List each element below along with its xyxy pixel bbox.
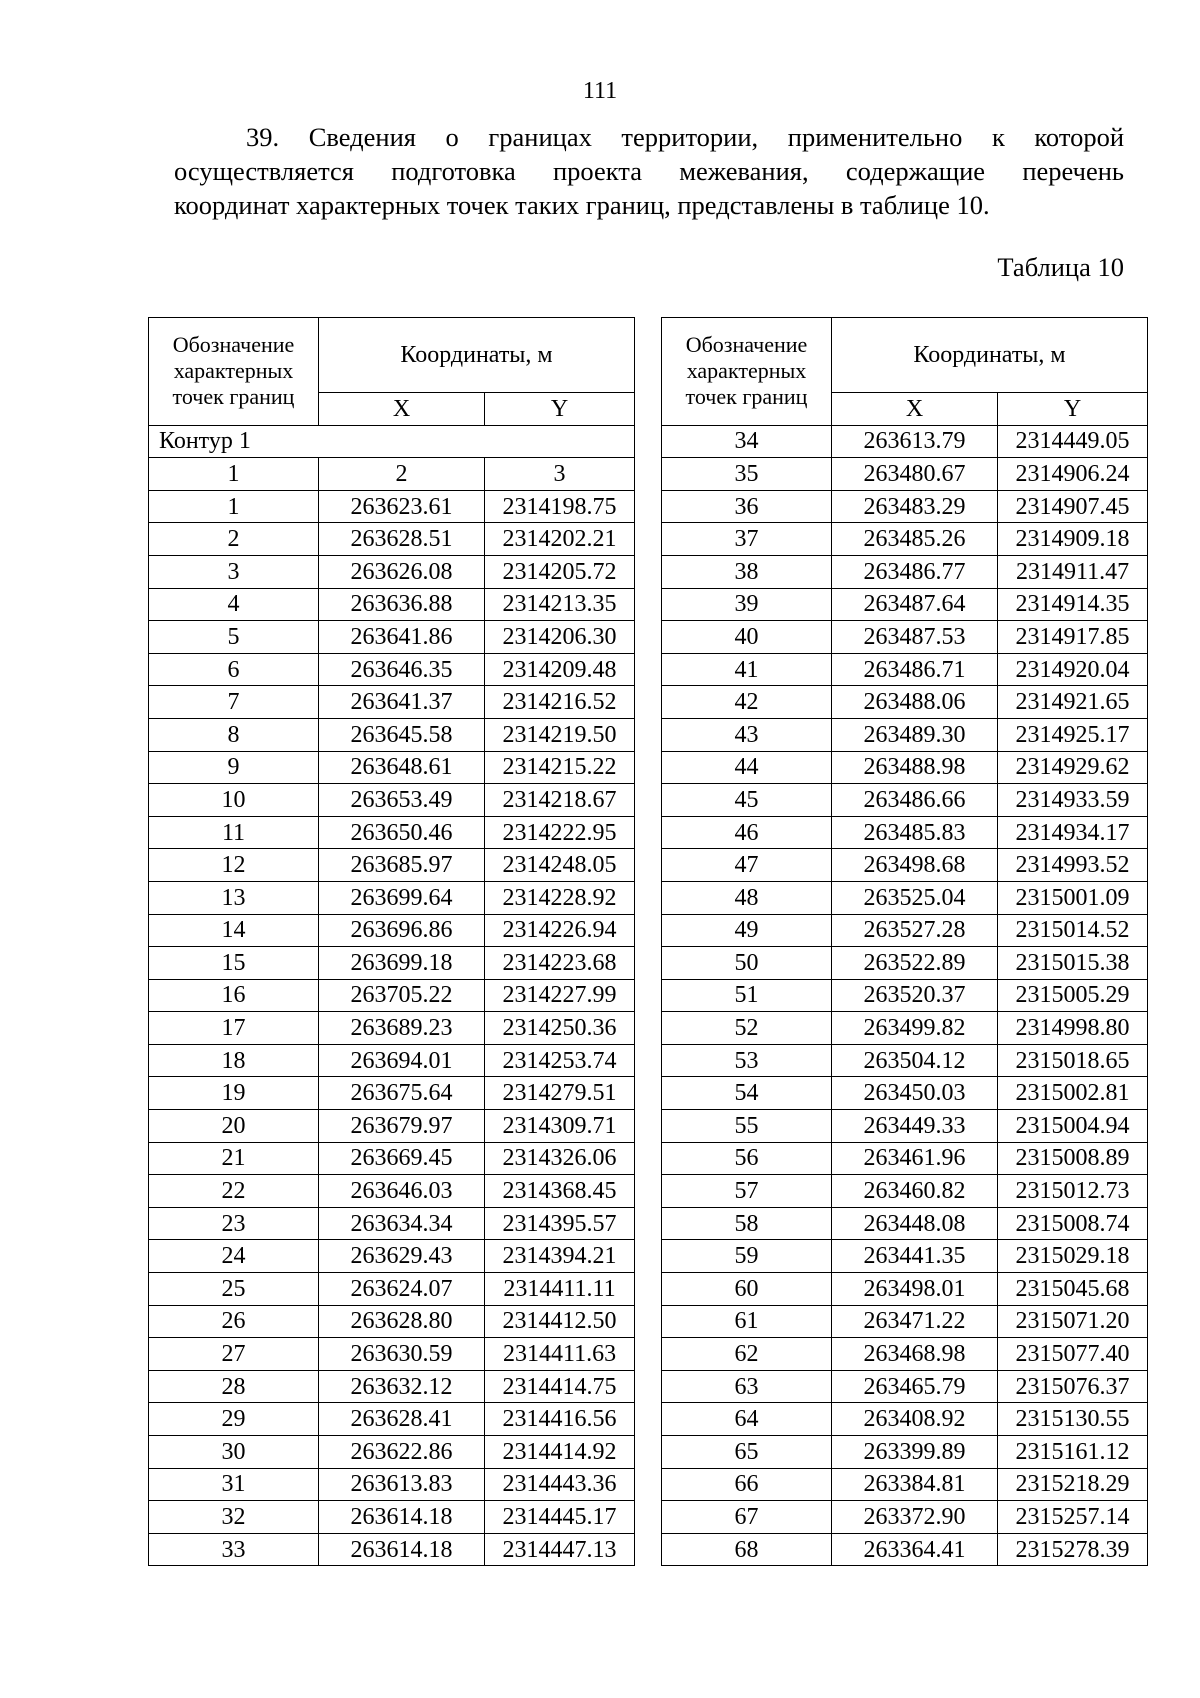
point-number-cell: 20 xyxy=(149,1110,319,1143)
x-coordinate-cell: 263685.97 xyxy=(319,849,485,882)
x-coordinate-cell: 263460.82 xyxy=(832,1175,998,1208)
x-coordinate-cell: 263694.01 xyxy=(319,1044,485,1077)
table-row xyxy=(149,751,635,784)
x-column-header: X xyxy=(832,393,998,426)
point-number-cell: 10 xyxy=(149,784,319,817)
point-number-cell: 42 xyxy=(662,686,832,719)
point-number-cell: 40 xyxy=(662,621,832,654)
x-coordinate-cell: 263449.33 xyxy=(832,1110,998,1143)
x-coordinate-cell: 263364.41 xyxy=(832,1533,998,1566)
point-number-cell: 41 xyxy=(662,653,832,686)
y-coordinate-cell: 2315257.14 xyxy=(998,1501,1148,1534)
x-coordinate-cell: 263504.12 xyxy=(832,1044,998,1077)
point-number-cell: 4 xyxy=(149,588,319,621)
x-coordinate-cell: 263372.90 xyxy=(832,1501,998,1534)
point-number-cell: 67 xyxy=(662,1501,832,1534)
y-coordinate-cell: 2315014.52 xyxy=(998,914,1148,947)
x-coordinate-cell: 263696.86 xyxy=(319,914,485,947)
point-number-cell: 65 xyxy=(662,1436,832,1469)
table-row xyxy=(662,784,1148,817)
y-coordinate-cell: 2314326.06 xyxy=(485,1142,635,1175)
point-number-cell: 28 xyxy=(149,1370,319,1403)
x-coordinate-cell: 263626.08 xyxy=(319,555,485,588)
x-coordinate-cell: 263624.07 xyxy=(319,1273,485,1306)
y-coordinate-cell: 2314394.21 xyxy=(485,1240,635,1273)
y-coordinate-cell: 2314993.52 xyxy=(998,849,1148,882)
point-number-cell: 34 xyxy=(662,425,832,458)
coordinates-header: Координаты, м xyxy=(319,318,635,393)
y-coordinate-cell: 2315278.39 xyxy=(998,1533,1148,1566)
x-coordinate-cell: 263450.03 xyxy=(832,1077,998,1110)
y-coordinate-cell: 2315008.74 xyxy=(998,1207,1148,1240)
x-coordinate-cell: 263486.77 xyxy=(832,555,998,588)
x-coordinate-cell: 263641.86 xyxy=(319,621,485,654)
y-coordinate-cell: 2314920.04 xyxy=(998,653,1148,686)
contour-row xyxy=(149,425,635,458)
x-coordinate-cell: 263689.23 xyxy=(319,1012,485,1045)
paragraph-line: 39. Сведения о границах территории, применительно к которой xyxy=(246,122,1124,152)
table-row xyxy=(149,1110,635,1143)
y-coordinate-cell: 2314205.72 xyxy=(485,555,635,588)
table-row xyxy=(662,588,1148,621)
table-row xyxy=(662,653,1148,686)
coordinates-header: Координаты, м xyxy=(832,318,1148,393)
x-coordinate-cell: 263486.66 xyxy=(832,784,998,817)
point-number-cell: 46 xyxy=(662,816,832,849)
point-number-cell: 18 xyxy=(149,1044,319,1077)
x-coordinate-cell: 263705.22 xyxy=(319,979,485,1012)
y-coordinate-cell: 2314909.18 xyxy=(998,523,1148,556)
y-coordinate-cell: 2314309.71 xyxy=(485,1110,635,1143)
y-coordinate-cell: 2314209.48 xyxy=(485,653,635,686)
table-row xyxy=(149,1240,635,1273)
y-coordinate-cell: 2315161.12 xyxy=(998,1436,1148,1469)
point-number-cell: 60 xyxy=(662,1273,832,1306)
point-number-cell: 55 xyxy=(662,1110,832,1143)
y-coordinate-cell: 2314213.35 xyxy=(485,588,635,621)
table-row xyxy=(662,425,1148,458)
point-number-cell: 44 xyxy=(662,751,832,784)
contour-label: Контур 1 xyxy=(149,425,635,458)
table-row xyxy=(149,784,635,817)
y-coordinate-cell: 2314998.80 xyxy=(998,1012,1148,1045)
x-coordinate-cell: 263679.97 xyxy=(319,1110,485,1143)
x-coordinate-cell: 263488.98 xyxy=(832,751,998,784)
y-coordinate-cell: 2314223.68 xyxy=(485,947,635,980)
x-coordinate-cell: 263527.28 xyxy=(832,914,998,947)
y-coordinate-cell: 2314368.45 xyxy=(485,1175,635,1208)
x-coordinate-cell: 263632.12 xyxy=(319,1370,485,1403)
table-row xyxy=(662,1175,1148,1208)
point-number-cell: 52 xyxy=(662,1012,832,1045)
table-row xyxy=(662,1468,1148,1501)
y-coordinate-cell: 2314253.74 xyxy=(485,1044,635,1077)
table-row xyxy=(662,1273,1148,1306)
x-coordinate-cell: 263485.26 xyxy=(832,523,998,556)
y-coordinate-cell: 2314906.24 xyxy=(998,458,1148,491)
table-row xyxy=(149,490,635,523)
x-coordinate-cell: 263699.64 xyxy=(319,881,485,914)
point-number-cell: 43 xyxy=(662,718,832,751)
x-coordinate-cell: 263629.43 xyxy=(319,1240,485,1273)
x-coordinate-cell: 263646.35 xyxy=(319,653,485,686)
point-number-cell: 50 xyxy=(662,947,832,980)
x-coordinate-cell: 263384.81 xyxy=(832,1468,998,1501)
table-row xyxy=(662,1044,1148,1077)
table-row xyxy=(662,1305,1148,1338)
table-row xyxy=(662,555,1148,588)
x-coordinate-cell: 263636.88 xyxy=(319,588,485,621)
y-coordinate-cell: 2314219.50 xyxy=(485,718,635,751)
table-row xyxy=(662,490,1148,523)
y-coordinate-cell: 2314216.52 xyxy=(485,686,635,719)
table-row xyxy=(149,621,635,654)
table-row xyxy=(149,1207,635,1240)
point-number-cell: 21 xyxy=(149,1142,319,1175)
x-coordinate-cell: 263499.82 xyxy=(832,1012,998,1045)
coordinates-table-left xyxy=(148,317,635,1566)
point-number-cell: 13 xyxy=(149,881,319,914)
paragraph-line: осуществляется подготовка проекта межевания, содержащие перечень xyxy=(174,156,1124,186)
y-coordinate-cell: 2314218.67 xyxy=(485,784,635,817)
y-coordinate-cell: 2315218.29 xyxy=(998,1468,1148,1501)
table-row xyxy=(662,1338,1148,1371)
y-coordinate-cell: 2314416.56 xyxy=(485,1403,635,1436)
table-row xyxy=(149,686,635,719)
table-row xyxy=(149,881,635,914)
y-column-header: Y xyxy=(485,393,635,426)
table-row xyxy=(662,881,1148,914)
y-coordinate-cell: 2314934.17 xyxy=(998,816,1148,849)
column-number: 3 xyxy=(485,458,635,491)
x-coordinate-cell: 263498.68 xyxy=(832,849,998,882)
table-row xyxy=(662,1077,1148,1110)
y-coordinate-cell: 2315002.81 xyxy=(998,1077,1148,1110)
x-coordinate-cell: 263650.46 xyxy=(319,816,485,849)
table-row xyxy=(662,1240,1148,1273)
table-row xyxy=(662,947,1148,980)
table-row xyxy=(149,849,635,882)
point-number-cell: 51 xyxy=(662,979,832,1012)
table-row xyxy=(662,1207,1148,1240)
y-coordinate-cell: 2314921.65 xyxy=(998,686,1148,719)
x-coordinate-cell: 263448.08 xyxy=(832,1207,998,1240)
table-row xyxy=(662,1436,1148,1469)
x-coordinate-cell: 263623.61 xyxy=(319,490,485,523)
table-row xyxy=(149,947,635,980)
point-number-cell: 1 xyxy=(149,490,319,523)
point-number-cell: 29 xyxy=(149,1403,319,1436)
table-row xyxy=(662,718,1148,751)
point-number-cell: 8 xyxy=(149,718,319,751)
table-row xyxy=(662,816,1148,849)
table-row xyxy=(149,1175,635,1208)
y-coordinate-cell: 2315077.40 xyxy=(998,1338,1148,1371)
point-number-cell: 53 xyxy=(662,1044,832,1077)
x-coordinate-cell: 263653.49 xyxy=(319,784,485,817)
y-coordinate-cell: 2314228.92 xyxy=(485,881,635,914)
x-coordinate-cell: 263525.04 xyxy=(832,881,998,914)
x-coordinate-cell: 263634.34 xyxy=(319,1207,485,1240)
y-coordinate-cell: 2315071.20 xyxy=(998,1305,1148,1338)
point-number-cell: 49 xyxy=(662,914,832,947)
y-coordinate-cell: 2315045.68 xyxy=(998,1273,1148,1306)
x-coordinate-cell: 263498.01 xyxy=(832,1273,998,1306)
table-row xyxy=(149,718,635,751)
x-coordinate-cell: 263699.18 xyxy=(319,947,485,980)
x-coordinate-cell: 263675.64 xyxy=(319,1077,485,1110)
y-coordinate-cell: 2314222.95 xyxy=(485,816,635,849)
table-row xyxy=(149,1305,635,1338)
point-number-cell: 26 xyxy=(149,1305,319,1338)
y-coordinate-cell: 2314206.30 xyxy=(485,621,635,654)
column-number: 2 xyxy=(319,458,485,491)
point-number-cell: 48 xyxy=(662,881,832,914)
y-coordinate-cell: 2315130.55 xyxy=(998,1403,1148,1436)
y-coordinate-cell: 2314411.63 xyxy=(485,1338,635,1371)
table-row xyxy=(149,1142,635,1175)
table-row xyxy=(149,653,635,686)
point-number-cell: 31 xyxy=(149,1468,319,1501)
y-coordinate-cell: 2314443.36 xyxy=(485,1468,635,1501)
x-coordinate-cell: 263486.71 xyxy=(832,653,998,686)
column-number: 1 xyxy=(149,458,319,491)
table-row xyxy=(149,1501,635,1534)
y-coordinate-cell: 2314929.62 xyxy=(998,751,1148,784)
y-coordinate-cell: 2314411.11 xyxy=(485,1273,635,1306)
y-coordinate-cell: 2314412.50 xyxy=(485,1305,635,1338)
y-coordinate-cell: 2314447.13 xyxy=(485,1533,635,1566)
point-number-cell: 58 xyxy=(662,1207,832,1240)
paragraph-line: координат характерных точек таких границ, представлены в таблице 10. xyxy=(174,190,990,220)
x-coordinate-cell: 263628.51 xyxy=(319,523,485,556)
x-coordinate-cell: 263613.83 xyxy=(319,1468,485,1501)
point-number-cell: 14 xyxy=(149,914,319,947)
intro-paragraph xyxy=(174,120,1124,222)
y-coordinate-cell: 2314215.22 xyxy=(485,751,635,784)
point-number-cell: 17 xyxy=(149,1012,319,1045)
table-row xyxy=(662,686,1148,719)
x-coordinate-cell: 263461.96 xyxy=(832,1142,998,1175)
point-number-cell: 33 xyxy=(149,1533,319,1566)
x-coordinate-cell: 263520.37 xyxy=(832,979,998,1012)
x-coordinate-cell: 263522.89 xyxy=(832,947,998,980)
point-number-cell: 36 xyxy=(662,490,832,523)
y-coordinate-cell: 2314227.99 xyxy=(485,979,635,1012)
x-coordinate-cell: 263628.41 xyxy=(319,1403,485,1436)
point-number-cell: 45 xyxy=(662,784,832,817)
x-coordinate-cell: 263646.03 xyxy=(319,1175,485,1208)
point-number-cell: 39 xyxy=(662,588,832,621)
point-number-cell: 68 xyxy=(662,1533,832,1566)
y-coordinate-cell: 2314907.45 xyxy=(998,490,1148,523)
y-coordinate-cell: 2314449.05 xyxy=(998,425,1148,458)
point-number-cell: 30 xyxy=(149,1436,319,1469)
point-number-cell: 11 xyxy=(149,816,319,849)
table-row xyxy=(149,588,635,621)
x-coordinate-cell: 263480.67 xyxy=(832,458,998,491)
y-coordinate-cell: 2314279.51 xyxy=(485,1077,635,1110)
y-coordinate-cell: 2314911.47 xyxy=(998,555,1148,588)
table-caption: Таблица 10 xyxy=(997,252,1124,282)
y-coordinate-cell: 2315001.09 xyxy=(998,881,1148,914)
table-row xyxy=(149,914,635,947)
point-number-cell: 25 xyxy=(149,1273,319,1306)
x-coordinate-cell: 263483.29 xyxy=(832,490,998,523)
table-row xyxy=(662,458,1148,491)
y-column-header: Y xyxy=(998,393,1148,426)
table-row xyxy=(149,1370,635,1403)
point-number-cell: 22 xyxy=(149,1175,319,1208)
column-number-row xyxy=(149,458,635,491)
x-coordinate-cell: 263489.30 xyxy=(832,718,998,751)
point-number-cell: 63 xyxy=(662,1370,832,1403)
y-coordinate-cell: 2315029.18 xyxy=(998,1240,1148,1273)
point-number-cell: 16 xyxy=(149,979,319,1012)
x-coordinate-cell: 263614.18 xyxy=(319,1501,485,1534)
x-coordinate-cell: 263614.18 xyxy=(319,1533,485,1566)
table-row xyxy=(662,914,1148,947)
table-row xyxy=(662,979,1148,1012)
point-number-cell: 19 xyxy=(149,1077,319,1110)
x-coordinate-cell: 263622.86 xyxy=(319,1436,485,1469)
x-coordinate-cell: 263471.22 xyxy=(832,1305,998,1338)
y-coordinate-cell: 2314917.85 xyxy=(998,621,1148,654)
point-number-cell: 15 xyxy=(149,947,319,980)
point-number-cell: 27 xyxy=(149,1338,319,1371)
page-number: 111 xyxy=(582,78,618,104)
table-row xyxy=(149,1273,635,1306)
y-coordinate-cell: 2314202.21 xyxy=(485,523,635,556)
table-row xyxy=(149,816,635,849)
table-row xyxy=(662,1403,1148,1436)
x-coordinate-cell: 263487.64 xyxy=(832,588,998,621)
table-row xyxy=(662,1370,1148,1403)
y-coordinate-cell: 2315015.38 xyxy=(998,947,1148,980)
x-coordinate-cell: 263630.59 xyxy=(319,1338,485,1371)
y-coordinate-cell: 2314198.75 xyxy=(485,490,635,523)
point-number-cell: 12 xyxy=(149,849,319,882)
table-row xyxy=(149,979,635,1012)
x-coordinate-cell: 263465.79 xyxy=(832,1370,998,1403)
point-number-cell: 57 xyxy=(662,1175,832,1208)
table-row xyxy=(662,1533,1148,1566)
table-row xyxy=(662,1012,1148,1045)
x-column-header: X xyxy=(319,393,485,426)
y-coordinate-cell: 2314250.36 xyxy=(485,1012,635,1045)
table-row xyxy=(149,1077,635,1110)
table-row xyxy=(662,849,1148,882)
table-row xyxy=(149,1338,635,1371)
y-coordinate-cell: 2314414.92 xyxy=(485,1436,635,1469)
x-coordinate-cell: 263648.61 xyxy=(319,751,485,784)
point-number-cell: 24 xyxy=(149,1240,319,1273)
y-coordinate-cell: 2315012.73 xyxy=(998,1175,1148,1208)
point-number-cell: 35 xyxy=(662,458,832,491)
x-coordinate-cell: 263485.83 xyxy=(832,816,998,849)
y-coordinate-cell: 2315076.37 xyxy=(998,1370,1148,1403)
point-number-cell: 47 xyxy=(662,849,832,882)
point-number-cell: 37 xyxy=(662,523,832,556)
x-coordinate-cell: 263399.89 xyxy=(832,1436,998,1469)
table-row xyxy=(662,1501,1148,1534)
y-coordinate-cell: 2315018.65 xyxy=(998,1044,1148,1077)
point-number-cell: 7 xyxy=(149,686,319,719)
y-coordinate-cell: 2314414.75 xyxy=(485,1370,635,1403)
y-coordinate-cell: 2315005.29 xyxy=(998,979,1148,1012)
y-coordinate-cell: 2315008.89 xyxy=(998,1142,1148,1175)
table-row xyxy=(149,1044,635,1077)
table-row xyxy=(149,1533,635,1566)
point-number-cell: 3 xyxy=(149,555,319,588)
x-coordinate-cell: 263641.37 xyxy=(319,686,485,719)
point-number-cell: 66 xyxy=(662,1468,832,1501)
point-number-cell: 54 xyxy=(662,1077,832,1110)
table-row xyxy=(149,1012,635,1045)
table-row xyxy=(662,1110,1148,1143)
y-coordinate-cell: 2314395.57 xyxy=(485,1207,635,1240)
table-row xyxy=(149,1436,635,1469)
table-row xyxy=(149,523,635,556)
y-coordinate-cell: 2314914.35 xyxy=(998,588,1148,621)
point-number-cell: 2 xyxy=(149,523,319,556)
coordinates-table-right xyxy=(661,317,1148,1566)
table-row xyxy=(149,555,635,588)
y-coordinate-cell: 2314226.94 xyxy=(485,914,635,947)
x-coordinate-cell: 263408.92 xyxy=(832,1403,998,1436)
x-coordinate-cell: 263613.79 xyxy=(832,425,998,458)
point-number-cell: 61 xyxy=(662,1305,832,1338)
x-coordinate-cell: 263487.53 xyxy=(832,621,998,654)
table-row xyxy=(149,1468,635,1501)
table-row xyxy=(662,523,1148,556)
x-coordinate-cell: 263645.58 xyxy=(319,718,485,751)
table-row xyxy=(149,1403,635,1436)
point-number-cell: 23 xyxy=(149,1207,319,1240)
point-number-cell: 38 xyxy=(662,555,832,588)
point-number-cell: 32 xyxy=(149,1501,319,1534)
point-column-header: Обозначение характерных точек границ xyxy=(662,318,832,426)
point-number-cell: 6 xyxy=(149,653,319,686)
y-coordinate-cell: 2315004.94 xyxy=(998,1110,1148,1143)
point-number-cell: 62 xyxy=(662,1338,832,1371)
point-number-cell: 59 xyxy=(662,1240,832,1273)
table-row xyxy=(662,1142,1148,1175)
x-coordinate-cell: 263441.35 xyxy=(832,1240,998,1273)
y-coordinate-cell: 2314248.05 xyxy=(485,849,635,882)
y-coordinate-cell: 2314933.59 xyxy=(998,784,1148,817)
x-coordinate-cell: 263468.98 xyxy=(832,1338,998,1371)
table-row xyxy=(662,751,1148,784)
point-number-cell: 5 xyxy=(149,621,319,654)
point-column-header: Обозначение характерных точек границ xyxy=(149,318,319,426)
point-number-cell: 56 xyxy=(662,1142,832,1175)
x-coordinate-cell: 263488.06 xyxy=(832,686,998,719)
y-coordinate-cell: 2314445.17 xyxy=(485,1501,635,1534)
y-coordinate-cell: 2314925.17 xyxy=(998,718,1148,751)
point-number-cell: 9 xyxy=(149,751,319,784)
x-coordinate-cell: 263669.45 xyxy=(319,1142,485,1175)
x-coordinate-cell: 263628.80 xyxy=(319,1305,485,1338)
point-number-cell: 64 xyxy=(662,1403,832,1436)
table-row xyxy=(662,621,1148,654)
